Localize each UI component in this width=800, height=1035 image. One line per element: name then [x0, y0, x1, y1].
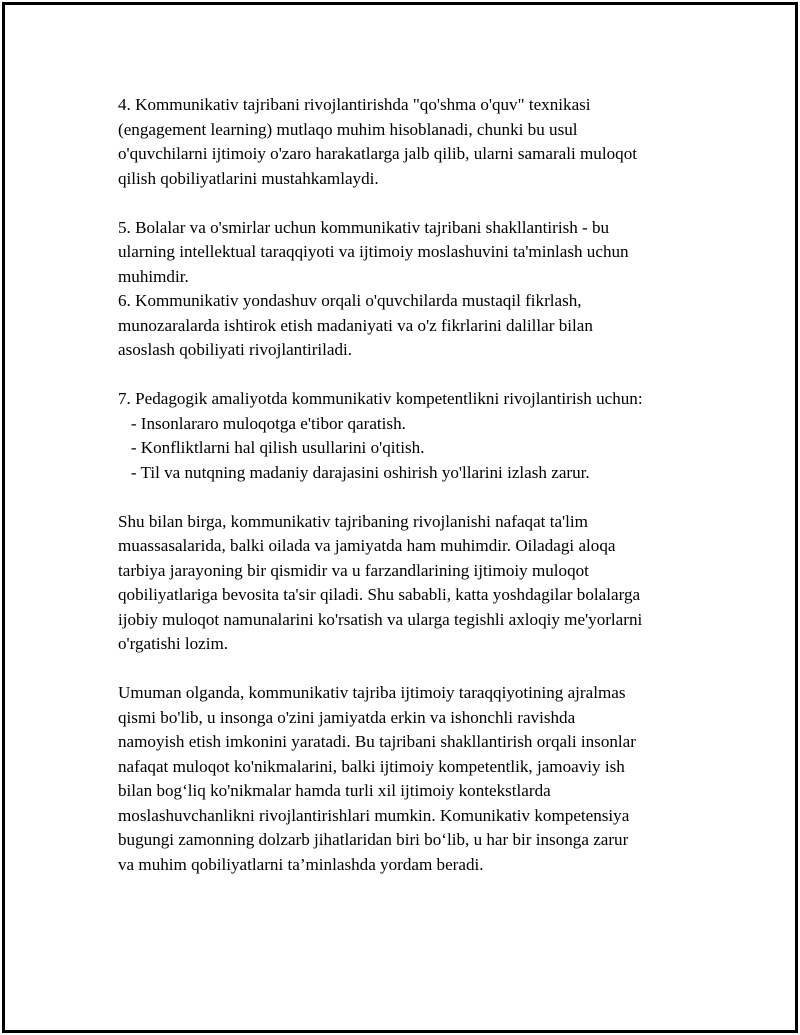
text-line: 6. Kommunikativ yondashuv orqali o'quvchilarda mustaqil fikrlash, — [118, 291, 582, 310]
text-line: namoyish etish imkonini yaratadi. Bu tajribani shakllantirish orqali insonlar — [118, 732, 636, 751]
text-line: 4. Kommunikativ tajribani rivojlantirishda "qo'shma o'quv" texnikasi — [118, 95, 591, 114]
text-line: o'quvchilarni ijtimoiy o'zaro harakatlarga jalb qilib, ularni samarali muloqot — [118, 144, 637, 163]
text-line: tarbiya jarayoning bir qismidir va u farzandlarining ijtimoiy muloqot — [118, 560, 589, 580]
paragraph-gap — [118, 363, 698, 388]
text-line: Umuman olganda, kommunikativ tajriba ijtimoiy taraqqiyotining ajralmas — [118, 683, 626, 702]
text-line: va muhim qobiliyatlarni ta’minlashda yordam beradi. — [118, 854, 484, 874]
list-item: - Insonlararo muloqotga e'tibor qaratish. — [118, 413, 406, 433]
text-line: qismi bo'lib, u insonga o'zini jamiyatda erkin va ishonchli ravishda — [118, 707, 576, 727]
paragraph-gap — [118, 657, 698, 682]
text-line: Shu bilan birga, kommunikativ tajribaning rivojlanishi nafaqat ta'lim — [118, 511, 588, 531]
text-line: muhimdir. — [118, 266, 189, 286]
text-line: 5. Bolalar va o'smirlar uchun kommunikativ tajribani shakllantirish - bu — [118, 217, 610, 237]
text-line: moslashuvchanlikni rivojlantirishlari mumkin. Komunikativ kompetensiya — [118, 805, 630, 825]
text-line: ijobiy muloqot namunalarini ko'rsatish va ularga tegishli axloqiy me'yorlarni — [118, 609, 643, 629]
text-line: qilish qobiliyatlarini mustahkamlaydi. — [118, 168, 379, 188]
text-line: nafaqat muloqot ko'nikmalarini, balki ijtimoiy kompetentlik, jamoaviy ish — [118, 756, 625, 776]
text-line: munozaralarda ishtirok etish madaniyati va o'z fikrlarini dalillar bilan — [118, 315, 593, 335]
text-line: asoslash qobiliyati rivojlantiriladi. — [118, 340, 353, 359]
text-line: 7. Pedagogik amaliyotda kommunikativ kompetentlikni rivojlantirish uchun: — [118, 389, 643, 408]
paragraph-gap — [118, 191, 698, 216]
text-line: bugungi zamonning dolzarb jihatlaridan biri bo‘lib, u har bir insonga zarur — [118, 830, 629, 849]
list-item: - Konfliktlarni hal qilish usullarini o'qitish. — [118, 438, 425, 457]
text-line: qobiliyatlariga bevosita ta'sir qiladi. Shu sababli, katta yoshdagilar bolalarga — [118, 585, 641, 604]
document-body — [118, 93, 698, 877]
text-line: muassasalarida, balki oilada va jamiyatda ham muhimdir. Oiladagi aloqa — [118, 536, 616, 555]
text-line: bilan bog‘liq ko'nikmalar hamda turli xil ijtimoiy kontekstlarda — [118, 781, 551, 800]
list-item: - Til va nutqning madaniy darajasini oshirish yo'llarini izlash zarur. — [118, 462, 590, 482]
text-line: o'rgatishi lozim. — [118, 634, 229, 653]
text-line: ularning intellektual taraqqiyoti va ijtimoiy moslashuvini ta'minlash uchun — [118, 242, 629, 261]
text-line: (engagement learning) mutlaqo muhim hisoblanadi, chunki bu usul — [118, 119, 578, 139]
paragraph-gap — [118, 485, 698, 510]
